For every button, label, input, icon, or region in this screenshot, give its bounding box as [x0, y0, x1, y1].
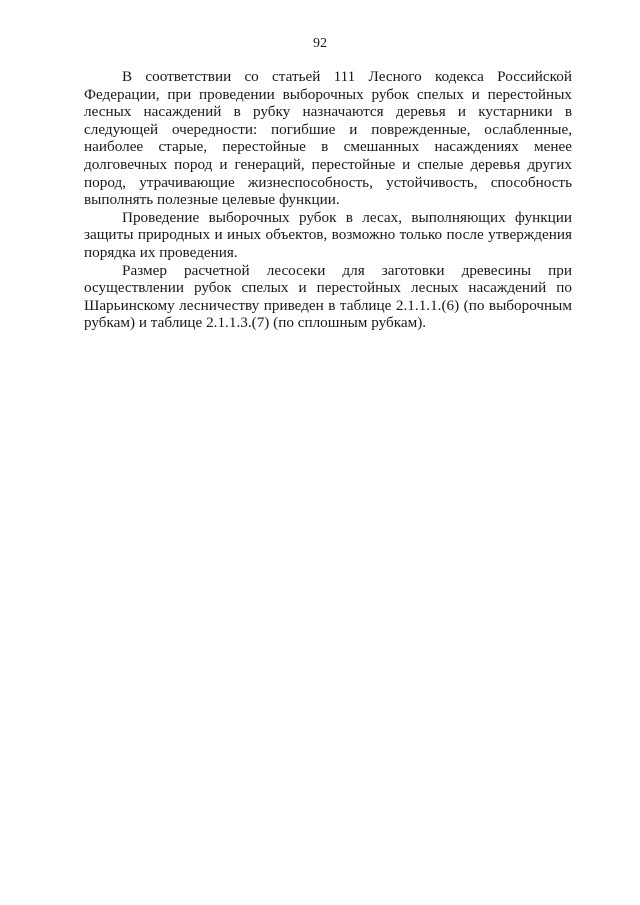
- paragraph-logging-order: В соответствии со статьей 111 Лесного кодекса Российской Федерации, при проведении выборочных рубок спелых и перестойных лесных насаждений в рубку назначаются деревья и кустарники в следующей очередности: погибшие и поврежденные, ослабленные, наиболее старые, перестойные в смешанных насаждениях менее долговечных пород и генераций, перестойные и спелые деревья других пород, утрачивающие жизнеспособность, устойчивость, способность выполнять полезные целевые функции.: [84, 68, 572, 209]
- paragraph-allowable-cut: Размер расчетной лесосеки для заготовки древесины при осуществлении рубок спелых и перестойных лесных насаждений по Шарьинскому лесничеству приведен в таблице 2.1.1.1.(6) (по выборочным рубкам) и таблице 2.1.1.3.(7) (по сплошным рубкам).: [84, 261, 572, 332]
- paragraph-protective-forests: Проведение выборочных рубок в лесах, выполняющих функции защиты природных и иных объектов, возможно только после утверждения порядка их проведения.: [84, 208, 572, 261]
- document-body: [84, 68, 572, 332]
- page-number: 92: [313, 36, 327, 51]
